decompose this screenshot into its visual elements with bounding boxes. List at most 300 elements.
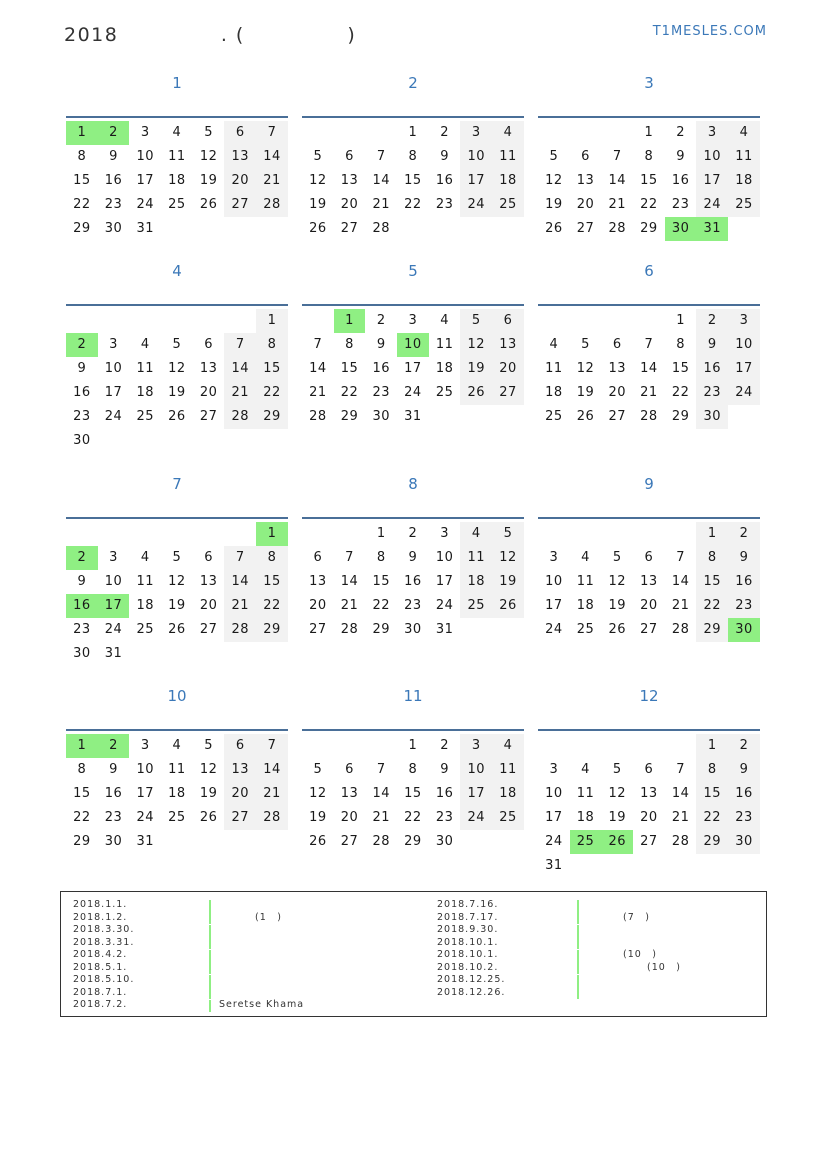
day-cell: 19 <box>608 598 626 613</box>
day-cell: 19 <box>608 810 626 825</box>
day-cell: 5 <box>204 738 213 753</box>
day-cell: 27 <box>224 806 256 830</box>
day-cell: 3 <box>728 309 760 333</box>
day-cell: 21 <box>340 598 359 613</box>
holiday-date: 2018.4.2. <box>73 949 128 960</box>
day-cell: 27 <box>608 409 626 424</box>
empty-cell <box>570 522 602 546</box>
holiday-marker <box>209 1000 211 1012</box>
day-cell: 21 <box>671 598 690 613</box>
holiday-date: 2018.1.2. <box>73 911 128 923</box>
day-cell: 6 <box>581 149 590 164</box>
holiday-date: 2018.1.1. <box>73 899 128 910</box>
holiday-date: 2018.3.31. <box>73 936 135 948</box>
holiday-date: 2018.3.30. <box>73 924 135 935</box>
day-cell: 8 <box>676 337 685 352</box>
holiday-day-cell: 31 <box>696 217 728 241</box>
day-cell: 8 <box>696 546 728 570</box>
day-cell: 1 <box>256 309 288 333</box>
day-cell: 1 <box>376 526 386 541</box>
day-cell: 11 <box>728 145 760 169</box>
day-cell: 22 <box>671 385 690 400</box>
day-cell: 29 <box>404 834 422 849</box>
day-cell: 26 <box>309 221 327 236</box>
day-cell: 15 <box>340 361 359 376</box>
day-cell: 29 <box>372 622 390 637</box>
day-cell: 25 <box>545 409 563 424</box>
holiday-day-cell: 30 <box>665 217 697 241</box>
holiday-day-cell: 2 <box>66 546 98 570</box>
empty-cell <box>601 121 633 145</box>
day-cell: 26 <box>608 622 626 637</box>
day-cell: 23 <box>435 810 454 825</box>
day-cell: 8 <box>644 149 654 164</box>
holiday-date: 2018.7.16. <box>437 899 499 910</box>
day-cell: 4 <box>440 313 449 328</box>
day-cell: 3 <box>549 550 559 565</box>
empty-cell <box>129 309 161 333</box>
day-cell: 19 <box>576 385 595 400</box>
day-cell: 9 <box>77 574 87 589</box>
day-cell: 4 <box>728 121 760 145</box>
day-cell: 26 <box>309 834 327 849</box>
day-cell: 29 <box>671 409 690 424</box>
day-cell: 18 <box>136 385 154 400</box>
day-cell: 17 <box>136 786 154 801</box>
day-cell: 8 <box>77 149 87 164</box>
day-cell: 6 <box>204 550 213 565</box>
day-cell: 26 <box>460 381 492 405</box>
day-cell: 5 <box>204 125 213 140</box>
day-cell: 19 <box>492 570 524 594</box>
day-cell: 14 <box>640 361 658 376</box>
day-cell: 10 <box>104 361 123 376</box>
day-cell: 24 <box>728 381 760 405</box>
day-cell: 20 <box>199 385 218 400</box>
holiday-name: (10 ) <box>647 961 682 973</box>
day-cell: 19 <box>199 786 218 801</box>
day-cell: 24 <box>136 197 154 212</box>
month-10 <box>66 683 288 854</box>
day-cell: 12 <box>199 149 218 164</box>
day-cell: 7 <box>676 762 685 777</box>
day-cell: 20 <box>224 169 256 193</box>
day-cell: 29 <box>73 834 91 849</box>
day-cell: 29 <box>256 405 288 429</box>
day-cell: 9 <box>109 149 118 164</box>
month-divider <box>538 517 760 519</box>
day-cell: 4 <box>492 121 524 145</box>
month-5 <box>302 258 524 429</box>
day-cell: 18 <box>492 782 524 806</box>
empty-cell <box>633 522 665 546</box>
day-grid <box>66 309 288 453</box>
holiday-day-cell: 1 <box>66 734 98 758</box>
day-cell: 6 <box>644 762 654 777</box>
day-cell: 9 <box>676 149 685 164</box>
day-cell: 28 <box>608 221 626 236</box>
day-cell: 24 <box>104 622 123 637</box>
day-cell: 6 <box>313 550 323 565</box>
day-cell: 8 <box>408 762 418 777</box>
day-cell: 26 <box>168 409 186 424</box>
day-cell: 4 <box>581 762 590 777</box>
empty-cell <box>98 522 130 546</box>
empty-cell <box>633 734 665 758</box>
holiday-marker <box>577 987 579 999</box>
day-cell: 21 <box>309 385 327 400</box>
day-cell: 27 <box>640 834 658 849</box>
day-cell: 27 <box>340 221 359 236</box>
month-divider <box>302 304 524 306</box>
day-cell: 7 <box>256 734 288 758</box>
day-cell: 21 <box>224 381 256 405</box>
day-cell: 5 <box>581 337 590 352</box>
day-cell: 13 <box>576 173 595 188</box>
day-cell: 9 <box>77 361 87 376</box>
day-cell: 6 <box>224 734 256 758</box>
day-cell: 15 <box>671 361 690 376</box>
month-divider <box>538 116 760 118</box>
day-cell: 8 <box>376 550 386 565</box>
month-title: 3 <box>644 74 654 92</box>
holiday-marker <box>577 975 579 987</box>
day-cell: 30 <box>73 433 91 448</box>
day-cell: 27 <box>492 381 524 405</box>
day-cell: 29 <box>340 409 359 424</box>
empty-cell <box>224 522 256 546</box>
day-cell: 22 <box>73 810 91 825</box>
day-cell: 4 <box>460 522 492 546</box>
day-cell: 21 <box>372 810 390 825</box>
holiday-marker <box>577 962 579 974</box>
day-cell: 21 <box>640 385 658 400</box>
day-cell: 13 <box>309 574 327 589</box>
brand-link[interactable]: T1MESLES.COM <box>652 24 767 39</box>
day-cell: 12 <box>309 786 327 801</box>
day-cell: 21 <box>671 810 690 825</box>
month-1 <box>66 70 288 241</box>
day-cell: 7 <box>345 550 354 565</box>
holiday-date: 2018.7.17. <box>437 911 499 923</box>
month-divider <box>66 116 288 118</box>
day-cell: 8 <box>256 546 288 570</box>
day-cell: 29 <box>73 221 91 236</box>
day-cell: 26 <box>576 409 595 424</box>
day-cell: 25 <box>168 810 186 825</box>
holiday-date: 2018.9.30. <box>437 924 499 935</box>
holiday-day-cell: 26 <box>601 830 633 854</box>
empty-cell <box>570 309 602 333</box>
month-title: 8 <box>408 475 418 493</box>
month-divider <box>302 729 524 731</box>
day-cell: 2 <box>376 313 386 328</box>
holiday-date: 2018.12.25. <box>437 974 506 985</box>
day-cell: 23 <box>404 598 422 613</box>
day-cell: 16 <box>728 570 760 594</box>
holiday-date: 2018.12.26. <box>437 986 506 998</box>
day-cell: 30 <box>435 834 454 849</box>
month-divider <box>538 304 760 306</box>
empty-cell <box>224 309 256 333</box>
day-grid <box>66 522 288 666</box>
day-cell: 17 <box>136 173 154 188</box>
day-cell: 28 <box>256 193 288 217</box>
day-cell: 11 <box>492 145 524 169</box>
holiday-row <box>61 974 766 987</box>
empty-cell <box>633 309 665 333</box>
empty-cell <box>601 309 633 333</box>
holiday-row <box>61 962 766 975</box>
day-cell: 8 <box>345 337 354 352</box>
day-cell: 22 <box>256 594 288 618</box>
day-cell: 16 <box>435 786 454 801</box>
empty-cell <box>193 522 225 546</box>
day-grid <box>538 309 760 429</box>
day-cell: 23 <box>696 381 728 405</box>
month-divider <box>66 517 288 519</box>
day-cell: 20 <box>640 810 658 825</box>
day-cell: 31 <box>435 622 454 637</box>
day-cell: 27 <box>640 622 658 637</box>
holiday-row <box>61 999 766 1012</box>
day-cell: 10 <box>545 786 563 801</box>
day-cell: 20 <box>340 197 359 212</box>
month-9 <box>538 471 760 642</box>
day-cell: 23 <box>728 594 760 618</box>
day-cell: 2 <box>728 734 760 758</box>
day-cell: 30 <box>404 622 422 637</box>
month-title: 10 <box>167 687 187 705</box>
holiday-list-right <box>61 899 766 999</box>
day-cell: 15 <box>73 786 91 801</box>
day-cell: 23 <box>435 197 454 212</box>
day-cell: 11 <box>545 361 563 376</box>
day-cell: 30 <box>104 221 123 236</box>
month-divider <box>66 729 288 731</box>
day-cell: 18 <box>492 169 524 193</box>
day-cell: 10 <box>460 145 492 169</box>
day-cell: 14 <box>256 145 288 169</box>
holiday-date: 2018.7.1. <box>73 986 128 998</box>
holiday-row <box>61 899 766 912</box>
day-cell: 26 <box>199 197 218 212</box>
day-cell: 23 <box>73 622 91 637</box>
day-cell: 16 <box>728 782 760 806</box>
day-cell: 17 <box>104 385 123 400</box>
holiday-day-cell: 2 <box>66 333 98 357</box>
holiday-marker <box>577 912 579 924</box>
day-cell: 18 <box>728 169 760 193</box>
holiday-row <box>61 924 766 937</box>
empty-cell <box>601 734 633 758</box>
day-cell: 2 <box>408 526 418 541</box>
day-cell: 22 <box>256 381 288 405</box>
day-cell: 25 <box>460 594 492 618</box>
day-cell: 14 <box>372 786 390 801</box>
month-divider <box>538 729 760 731</box>
day-cell: 9 <box>728 546 760 570</box>
day-cell: 26 <box>545 221 563 236</box>
empty-cell <box>538 522 570 546</box>
day-cell: 22 <box>640 197 658 212</box>
day-cell: 30 <box>696 405 728 429</box>
day-cell: 1 <box>644 125 654 140</box>
day-cell: 19 <box>460 357 492 381</box>
holiday-row <box>61 937 766 950</box>
day-cell: 24 <box>104 409 123 424</box>
empty-cell <box>302 309 334 333</box>
day-cell: 6 <box>345 149 354 164</box>
day-cell: 4 <box>140 550 150 565</box>
page-title: 2018 . ( ) <box>64 24 357 46</box>
empty-cell <box>570 734 602 758</box>
day-cell: 29 <box>696 830 728 854</box>
empty-cell <box>302 734 334 758</box>
day-cell: 19 <box>309 197 327 212</box>
empty-cell <box>302 522 334 546</box>
day-cell: 31 <box>404 409 422 424</box>
day-cell: 14 <box>256 758 288 782</box>
day-cell: 10 <box>545 574 563 589</box>
day-cell: 15 <box>696 782 728 806</box>
day-cell: 18 <box>576 810 595 825</box>
day-cell: 13 <box>199 361 218 376</box>
day-cell: 31 <box>136 834 154 849</box>
day-cell: 24 <box>460 193 492 217</box>
day-cell: 14 <box>224 357 256 381</box>
day-cell: 3 <box>440 526 449 541</box>
day-cell: 9 <box>376 337 386 352</box>
holiday-marker <box>577 925 579 937</box>
holiday-day-cell: 10 <box>397 333 429 357</box>
day-cell: 7 <box>376 149 386 164</box>
day-cell: 6 <box>492 309 524 333</box>
day-cell: 31 <box>104 646 123 661</box>
empty-cell <box>538 121 570 145</box>
day-cell: 8 <box>408 149 418 164</box>
day-cell: 28 <box>309 409 327 424</box>
day-cell: 8 <box>696 758 728 782</box>
day-grid <box>302 121 524 241</box>
day-cell: 10 <box>728 333 760 357</box>
empty-cell <box>66 522 98 546</box>
day-cell: 3 <box>109 550 118 565</box>
day-cell: 16 <box>73 385 91 400</box>
day-cell: 17 <box>435 574 454 589</box>
day-cell: 8 <box>77 762 87 777</box>
day-cell: 7 <box>313 337 323 352</box>
day-cell: 22 <box>73 197 91 212</box>
month-12 <box>538 683 760 878</box>
day-cell: 11 <box>435 337 454 352</box>
day-cell: 6 <box>204 337 213 352</box>
day-cell: 12 <box>608 786 626 801</box>
day-cell: 22 <box>696 806 728 830</box>
day-cell: 3 <box>109 337 118 352</box>
day-cell: 22 <box>696 594 728 618</box>
day-cell: 17 <box>460 169 492 193</box>
day-cell: 9 <box>728 758 760 782</box>
day-cell: 5 <box>492 522 524 546</box>
empty-cell <box>334 121 366 145</box>
day-cell: 16 <box>671 173 690 188</box>
day-cell: 3 <box>460 121 492 145</box>
day-cell: 28 <box>224 618 256 642</box>
day-cell: 14 <box>671 574 690 589</box>
day-grid <box>302 309 524 429</box>
day-cell: 16 <box>104 786 123 801</box>
month-title: 2 <box>408 74 418 92</box>
day-cell: 24 <box>696 193 728 217</box>
holiday-date: 2018.10.1. <box>437 949 499 960</box>
day-cell: 26 <box>168 622 186 637</box>
day-cell: 23 <box>372 385 390 400</box>
day-cell: 27 <box>199 409 218 424</box>
day-cell: 20 <box>340 810 359 825</box>
day-cell: 20 <box>492 357 524 381</box>
empty-cell <box>66 309 98 333</box>
day-cell: 18 <box>460 570 492 594</box>
day-cell: 3 <box>549 762 559 777</box>
day-cell: 30 <box>728 830 760 854</box>
holiday-day-cell: 25 <box>570 830 602 854</box>
day-cell: 17 <box>728 357 760 381</box>
month-2 <box>302 70 524 241</box>
day-cell: 27 <box>340 834 359 849</box>
day-cell: 2 <box>696 309 728 333</box>
day-cell: 15 <box>256 570 288 594</box>
day-cell: 11 <box>136 574 154 589</box>
day-cell: 27 <box>309 622 327 637</box>
month-11 <box>302 683 524 854</box>
day-cell: 11 <box>136 361 154 376</box>
day-cell: 28 <box>372 221 390 236</box>
month-title: 1 <box>172 74 182 92</box>
day-cell: 23 <box>671 197 690 212</box>
holiday-name: (10 ) <box>623 949 658 960</box>
holiday-marker <box>577 937 579 949</box>
day-grid <box>66 121 288 241</box>
day-cell: 14 <box>671 786 690 801</box>
empty-cell <box>193 309 225 333</box>
day-cell: 1 <box>696 522 728 546</box>
month-divider <box>66 304 288 306</box>
day-cell: 27 <box>224 193 256 217</box>
day-cell: 13 <box>640 786 658 801</box>
day-cell: 16 <box>372 361 390 376</box>
empty-cell <box>665 734 697 758</box>
day-cell: 13 <box>224 145 256 169</box>
day-cell: 5 <box>549 149 559 164</box>
empty-cell <box>161 309 193 333</box>
month-title: 11 <box>403 687 423 705</box>
day-cell: 1 <box>676 313 685 328</box>
empty-cell <box>161 522 193 546</box>
day-cell: 11 <box>168 149 186 164</box>
day-cell: 15 <box>404 173 422 188</box>
day-cell: 15 <box>404 786 422 801</box>
day-cell: 6 <box>644 550 654 565</box>
holiday-day-cell: 1 <box>334 309 366 333</box>
day-cell: 7 <box>612 149 622 164</box>
day-cell: 2 <box>676 125 685 140</box>
day-cell: 26 <box>199 810 218 825</box>
day-cell: 5 <box>313 149 323 164</box>
day-cell: 15 <box>696 570 728 594</box>
day-cell: 9 <box>440 762 449 777</box>
day-cell: 20 <box>199 598 218 613</box>
